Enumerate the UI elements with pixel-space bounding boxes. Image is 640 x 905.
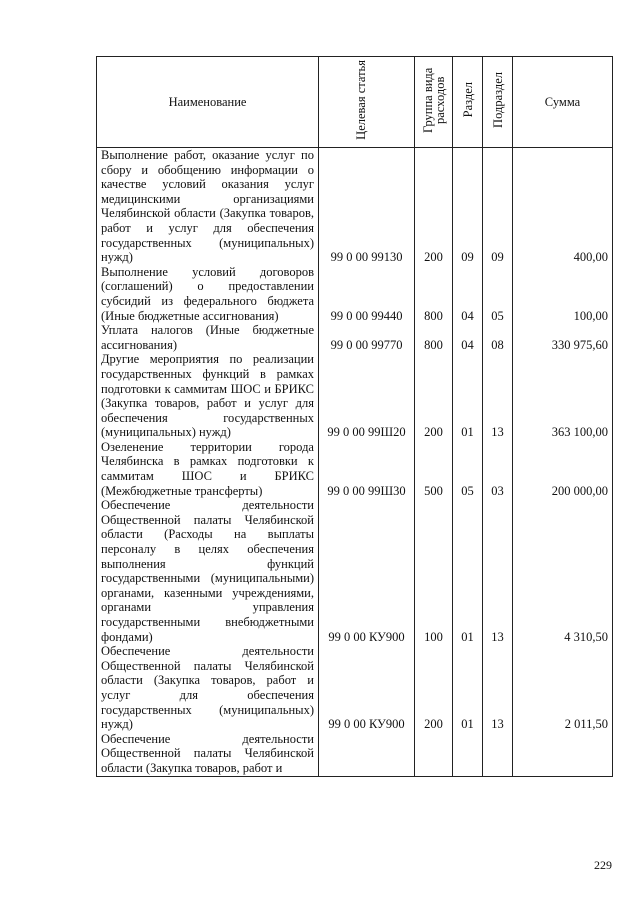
row-name: Обеспечение деятельности Общественной палаты Челябинской области (Расходы на выплаты персоналу в целях обеспечения выполнения функций государственными (муниципальными) органами, казенными учреждениями, органами управления государственными внебюджетными фондами)	[97, 498, 319, 644]
row-target-article: 99 0 00 КУ900	[319, 498, 415, 644]
row-subsection: 13	[483, 498, 513, 644]
row-group: 100	[415, 498, 453, 644]
row-section: 09	[453, 148, 483, 265]
row-name: Другие мероприятия по реализации государственных функций в рамках подготовки к саммитам ШОС и БРИКС (Закупка товаров, работ и услуг для обеспечения государственных (муниципальных) нужд)	[97, 352, 319, 440]
row-section: 05	[453, 440, 483, 498]
row-name: Обеспечение деятельности Общественной палаты Челябинской области (Закупка товаров, работ и услуг для обеспечения государственных (муниципальных) нужд)	[97, 644, 319, 732]
page-number: 229	[594, 858, 612, 872]
row-subsection	[483, 732, 513, 776]
row-section: 01	[453, 644, 483, 732]
row-group	[415, 732, 453, 776]
row-sum: 2 011,50	[513, 644, 613, 732]
row-subsection: 03	[483, 440, 513, 498]
row-group: 800	[415, 323, 453, 352]
row-sum: 200 000,00	[513, 440, 613, 498]
header-subsection: Подраздел	[483, 57, 513, 148]
table-header-row	[97, 57, 613, 148]
header-target-article: Целевая статья	[319, 57, 415, 148]
row-section: 01	[453, 498, 483, 644]
row-target-article: 99 0 00 КУ900	[319, 644, 415, 732]
row-sum: 100,00	[513, 265, 613, 323]
row-target-article: 99 0 00 99Ш20	[319, 352, 415, 440]
table-row	[97, 148, 613, 265]
row-subsection: 13	[483, 352, 513, 440]
row-group: 200	[415, 148, 453, 265]
table-row	[97, 440, 613, 498]
row-target-article: 99 0 00 99440	[319, 265, 415, 323]
row-target-article: 99 0 00 99130	[319, 148, 415, 265]
row-group: 200	[415, 644, 453, 732]
row-group: 200	[415, 352, 453, 440]
row-subsection: 08	[483, 323, 513, 352]
row-name: Выполнение условий договоров (соглашений) о предоставлении субсидий из федерального бюджета (Иные бюджетные ассигнования)	[97, 265, 319, 323]
table-row	[97, 323, 613, 352]
table-row	[97, 265, 613, 323]
row-group: 500	[415, 440, 453, 498]
row-group: 800	[415, 265, 453, 323]
header-expense-type-group: Группа вида расходов	[415, 57, 453, 148]
row-name: Выполнение работ, оказание услуг по сбору и обобщению информации о качестве условий оказания услуг медицинскими организациями Челябинской области (Закупка товаров, работ и услуг для обеспечения государственных (муниципальных) нужд)	[97, 148, 319, 265]
header-sum: Сумма	[513, 57, 613, 148]
row-sum: 363 100,00	[513, 352, 613, 440]
row-target-article	[319, 732, 415, 776]
row-name: Уплата налогов (Иные бюджетные ассигнования)	[97, 323, 319, 352]
row-sum: 330 975,60	[513, 323, 613, 352]
header-name: Наименование	[97, 57, 319, 148]
row-subsection: 09	[483, 148, 513, 265]
row-subsection: 05	[483, 265, 513, 323]
row-sum: 400,00	[513, 148, 613, 265]
row-subsection: 13	[483, 644, 513, 732]
row-target-article: 99 0 00 99770	[319, 323, 415, 352]
header-section: Раздел	[453, 57, 483, 148]
row-sum	[513, 732, 613, 776]
table-row	[97, 498, 613, 644]
row-section: 01	[453, 352, 483, 440]
budget-table	[96, 56, 613, 777]
row-section: 04	[453, 323, 483, 352]
row-name: Озеленение территории города Челябинска в рамках подготовки к саммитам ШОС и БРИКС (Межбюджетные трансферты)	[97, 440, 319, 498]
row-sum: 4 310,50	[513, 498, 613, 644]
table-row	[97, 644, 613, 732]
row-name: Обеспечение деятельности Общественной палаты Челябинской области (Закупка товаров, работ и	[97, 732, 319, 776]
table-row	[97, 352, 613, 440]
row-target-article: 99 0 00 99Ш30	[319, 440, 415, 498]
table-row	[97, 732, 613, 776]
row-section: 04	[453, 265, 483, 323]
row-section	[453, 732, 483, 776]
